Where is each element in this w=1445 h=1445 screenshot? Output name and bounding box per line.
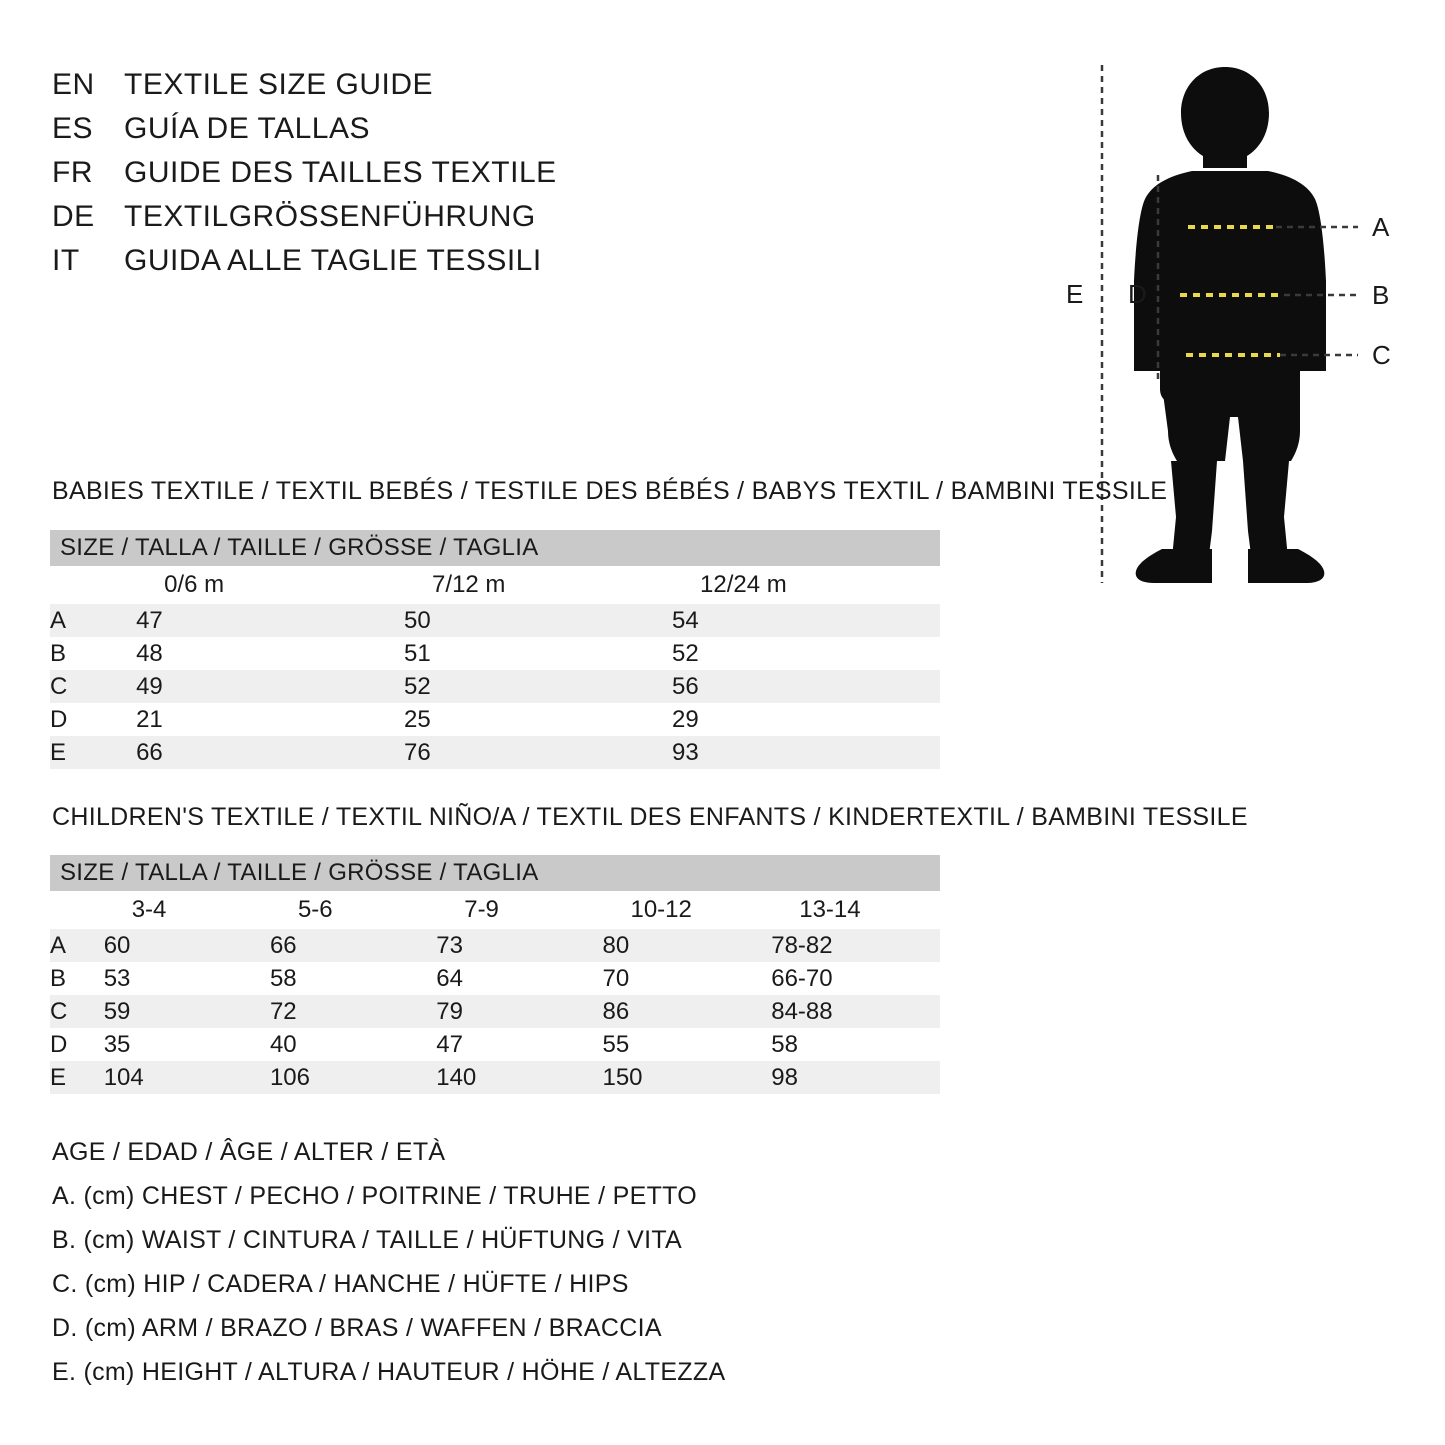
cell-value: 40 bbox=[270, 1028, 436, 1061]
table-row bbox=[50, 1061, 940, 1094]
cell-value: 55 bbox=[602, 1028, 771, 1061]
figure-label-a: A bbox=[1372, 212, 1390, 242]
cell-value: 86 bbox=[602, 995, 771, 1028]
babies-section-title: BABIES TEXTILE / TEXTIL BEBÉS / TESTILE DES BÉBÉS / BABYS TEXTIL / BAMBINI TESSILE bbox=[52, 477, 1168, 505]
legend-line: AGE / EDAD / ÂGE / ALTER / ETÀ bbox=[52, 1138, 446, 1166]
table-row bbox=[50, 736, 940, 769]
cell-value: 72 bbox=[270, 995, 436, 1028]
cell-value: 56 bbox=[672, 670, 940, 703]
cell-value: 35 bbox=[104, 1028, 270, 1061]
cell-value: 66 bbox=[136, 736, 404, 769]
language-row bbox=[52, 68, 672, 112]
language-title-list bbox=[52, 68, 672, 288]
cell-value: 66-70 bbox=[771, 962, 940, 995]
column-header: 7-9 bbox=[436, 891, 602, 929]
language-row bbox=[52, 112, 672, 156]
children-table-header: SIZE / TALLA / TAILLE / GRÖSSE / TAGLIA bbox=[50, 855, 940, 891]
row-label: E bbox=[50, 1061, 104, 1094]
table-row bbox=[50, 962, 940, 995]
cell-value: 25 bbox=[404, 703, 672, 736]
legend-line: D. (cm) ARM / BRAZO / BRAS / WAFFEN / BRACCIA bbox=[52, 1314, 662, 1342]
cell-value: 104 bbox=[104, 1061, 270, 1094]
cell-value: 64 bbox=[436, 962, 602, 995]
figure-label-c: C bbox=[1372, 340, 1391, 370]
table-column-row bbox=[50, 566, 940, 604]
language-code: DE bbox=[52, 200, 95, 233]
column-header: 0/6 m bbox=[136, 566, 404, 604]
row-label: D bbox=[50, 703, 136, 736]
row-label: B bbox=[50, 637, 136, 670]
table-row bbox=[50, 1028, 940, 1061]
cell-value: 150 bbox=[602, 1061, 771, 1094]
language-title: GUÍA DE TALLAS bbox=[124, 112, 370, 145]
row-label: E bbox=[50, 736, 136, 769]
column-header: 5-6 bbox=[270, 891, 436, 929]
language-title: GUIDE DES TAILLES TEXTILE bbox=[124, 156, 557, 189]
legend-line: C. (cm) HIP / CADERA / HANCHE / HÜFTE / HIPS bbox=[52, 1270, 629, 1298]
babies-size-table bbox=[50, 530, 940, 769]
cell-value: 58 bbox=[771, 1028, 940, 1061]
table-row bbox=[50, 929, 940, 962]
column-corner bbox=[50, 891, 104, 929]
cell-value: 98 bbox=[771, 1061, 940, 1094]
cell-value: 54 bbox=[672, 604, 940, 637]
table-row bbox=[50, 670, 940, 703]
figure-label-d: D bbox=[1128, 279, 1147, 309]
cell-value: 47 bbox=[136, 604, 404, 637]
cell-value: 60 bbox=[104, 929, 270, 962]
cell-value: 48 bbox=[136, 637, 404, 670]
figure-label-e: E bbox=[1066, 279, 1084, 309]
cell-value: 84-88 bbox=[771, 995, 940, 1028]
cell-value: 73 bbox=[436, 929, 602, 962]
language-code: IT bbox=[52, 244, 80, 277]
language-title: GUIDA ALLE TAGLIE TESSILI bbox=[124, 244, 542, 277]
cell-value: 50 bbox=[404, 604, 672, 637]
row-label: A bbox=[50, 929, 104, 962]
cell-value: 51 bbox=[404, 637, 672, 670]
language-code: FR bbox=[52, 156, 93, 189]
cell-value: 53 bbox=[104, 962, 270, 995]
language-row bbox=[52, 200, 672, 244]
table-header-row bbox=[50, 530, 940, 566]
column-header: 13-14 bbox=[771, 891, 940, 929]
cell-value: 29 bbox=[672, 703, 940, 736]
table-column-row bbox=[50, 891, 940, 929]
language-code: ES bbox=[52, 112, 94, 145]
table-row bbox=[50, 637, 940, 670]
cell-value: 52 bbox=[672, 637, 940, 670]
children-section-title: CHILDREN'S TEXTILE / TEXTIL NIÑO/A / TEXTIL DES ENFANTS / KINDERTEXTIL / BAMBINI TESSILE bbox=[52, 803, 1248, 831]
column-corner bbox=[50, 566, 136, 604]
language-code: EN bbox=[52, 68, 95, 101]
language-title: TEXTILE SIZE GUIDE bbox=[124, 68, 434, 101]
legend-line: A. (cm) CHEST / PECHO / POITRINE / TRUHE / PETTO bbox=[52, 1182, 698, 1210]
row-label: B bbox=[50, 962, 104, 995]
language-title: TEXTILGRÖSSENFÜHRUNG bbox=[124, 200, 536, 233]
column-header: 12/24 m bbox=[672, 566, 940, 604]
language-row bbox=[52, 244, 672, 288]
cell-value: 21 bbox=[136, 703, 404, 736]
table-row bbox=[50, 995, 940, 1028]
column-header: 10-12 bbox=[602, 891, 771, 929]
column-header: 7/12 m bbox=[404, 566, 672, 604]
figure-label-b: B bbox=[1372, 280, 1390, 310]
table-row bbox=[50, 703, 940, 736]
cell-value: 140 bbox=[436, 1061, 602, 1094]
table-header-row bbox=[50, 855, 940, 891]
cell-value: 93 bbox=[672, 736, 940, 769]
cell-value: 52 bbox=[404, 670, 672, 703]
row-label: D bbox=[50, 1028, 104, 1061]
row-label: C bbox=[50, 995, 104, 1028]
babies-table-header: SIZE / TALLA / TAILLE / GRÖSSE / TAGLIA bbox=[50, 530, 940, 566]
cell-value: 80 bbox=[602, 929, 771, 962]
legend-line: E. (cm) HEIGHT / ALTURA / HAUTEUR / HÖHE / ALTEZZA bbox=[52, 1358, 726, 1386]
legend-line: B. (cm) WAIST / CINTURA / TAILLE / HÜFTUNG / VITA bbox=[52, 1226, 683, 1254]
row-label: A bbox=[50, 604, 136, 637]
cell-value: 78-82 bbox=[771, 929, 940, 962]
language-row bbox=[52, 156, 672, 200]
cell-value: 79 bbox=[436, 995, 602, 1028]
measurement-legend bbox=[52, 1138, 952, 1402]
cell-value: 47 bbox=[436, 1028, 602, 1061]
cell-value: 76 bbox=[404, 736, 672, 769]
cell-value: 59 bbox=[104, 995, 270, 1028]
table-row bbox=[50, 604, 940, 637]
cell-value: 66 bbox=[270, 929, 436, 962]
cell-value: 58 bbox=[270, 962, 436, 995]
cell-value: 49 bbox=[136, 670, 404, 703]
children-size-table bbox=[50, 855, 940, 1094]
column-header: 3-4 bbox=[104, 891, 270, 929]
row-label: C bbox=[50, 670, 136, 703]
cell-value: 70 bbox=[602, 962, 771, 995]
cell-value: 106 bbox=[270, 1061, 436, 1094]
